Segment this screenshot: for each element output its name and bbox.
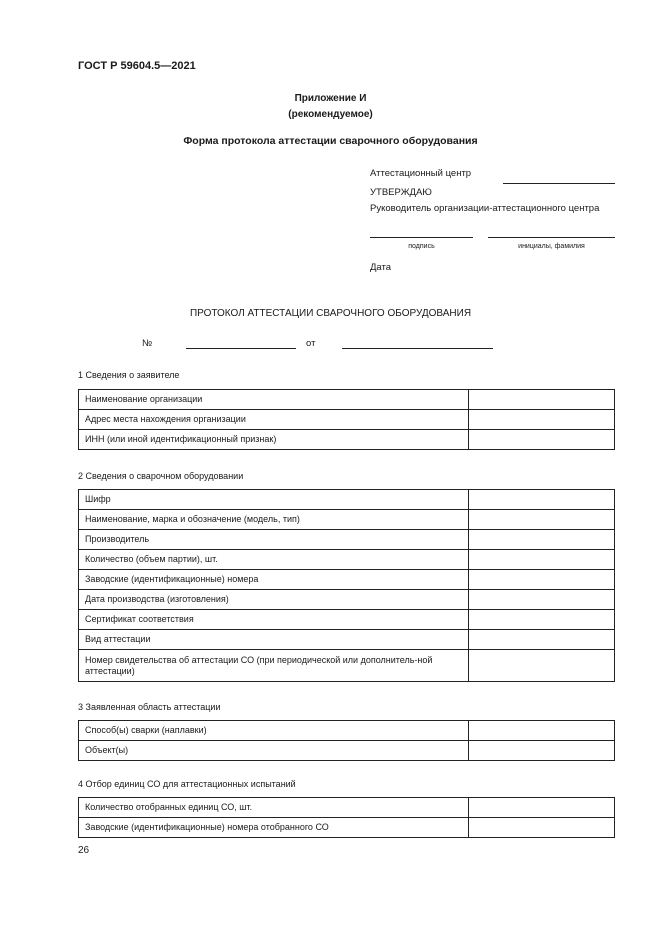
section-2-title: 2 Сведения о сварочном оборудовании	[78, 471, 244, 481]
value-cell	[469, 570, 615, 590]
table-row	[79, 570, 615, 590]
value-cell	[469, 818, 615, 838]
date-label: Дата	[370, 262, 392, 273]
protocol-date-line	[342, 348, 493, 349]
standard-header: ГОСТ Р 59604.5—2021	[78, 60, 196, 72]
section-3-table	[78, 720, 615, 761]
section-4-title: 4 Отбор единиц СО для аттестационных испытаний	[78, 779, 296, 789]
value-cell	[469, 410, 615, 430]
row-label: Способ(ы) сварки (наплавки)	[79, 721, 469, 741]
value-cell	[469, 741, 615, 761]
section-3-title: 3 Заявленная область аттестации	[78, 702, 221, 712]
certification-center-label: Аттестационный центр	[370, 168, 472, 179]
table-row	[79, 590, 615, 610]
value-cell	[469, 510, 615, 530]
value-cell	[469, 490, 615, 510]
value-cell	[469, 630, 615, 650]
protocol-number-label: №	[142, 338, 153, 349]
table-row	[79, 550, 615, 570]
protocol-number-line	[186, 348, 296, 349]
initials-line	[488, 237, 615, 238]
row-label: Объект(ы)	[79, 741, 469, 761]
value-cell	[469, 650, 615, 682]
value-cell	[469, 390, 615, 410]
row-label: Дата производства (изготовления)	[79, 590, 469, 610]
row-label: Производитель	[79, 530, 469, 550]
table-row	[79, 390, 615, 410]
appendix-subtitle: (рекомендуемое)	[288, 109, 373, 120]
appendix-title: Приложение И	[294, 93, 367, 104]
table-row	[79, 818, 615, 838]
row-label: Шифр	[79, 490, 469, 510]
section-4-table	[78, 797, 615, 838]
section-1-title: 1 Сведения о заявителе	[78, 370, 180, 380]
table-row	[79, 610, 615, 630]
table-row	[79, 530, 615, 550]
approve-label: УТВЕРЖДАЮ	[370, 187, 432, 198]
row-label: Наименование, марка и обозначение (модель, тип)	[79, 510, 469, 530]
row-label: Количество (объем партии), шт.	[79, 550, 469, 570]
row-label: Номер свидетельства об аттестации СО (при периодической или дополнитель-ной аттестации)	[79, 650, 469, 682]
row-label: Количество отобранных единиц СО, шт.	[79, 798, 469, 818]
initials-caption: инициалы, фамилия	[518, 243, 585, 250]
signature-caption: подпись	[408, 243, 435, 250]
certification-center-line	[503, 183, 615, 184]
protocol-date-from-label: от	[306, 338, 316, 349]
table-row	[79, 490, 615, 510]
row-label: Адрес места нахождения организации	[79, 410, 469, 430]
table-row	[79, 798, 615, 818]
value-cell	[469, 798, 615, 818]
table-row	[79, 510, 615, 530]
value-cell	[469, 610, 615, 630]
signature-line	[370, 237, 473, 238]
value-cell	[469, 590, 615, 610]
table-row	[79, 721, 615, 741]
row-label: Наименование организации	[79, 390, 469, 410]
page-number: 26	[78, 845, 90, 856]
value-cell	[469, 550, 615, 570]
table-row	[79, 410, 615, 430]
table-row	[79, 741, 615, 761]
value-cell	[469, 530, 615, 550]
section-1-table	[78, 389, 615, 450]
row-label: ИНН (или иной идентификационный признак)	[79, 430, 469, 450]
value-cell	[469, 430, 615, 450]
protocol-title: ПРОТОКОЛ АТТЕСТАЦИИ СВАРОЧНОГО ОБОРУДОВАНИЯ	[189, 308, 472, 319]
row-label: Заводские (идентификационные) номера	[79, 570, 469, 590]
table-row	[79, 430, 615, 450]
table-row	[79, 630, 615, 650]
row-label: Вид аттестации	[79, 630, 469, 650]
value-cell	[469, 721, 615, 741]
form-title: Форма протокола аттестации сварочного оборудования	[183, 135, 478, 147]
section-2-table	[78, 489, 615, 682]
row-label: Сертификат соответствия	[79, 610, 469, 630]
head-label: Руководитель организации-аттестационного центра	[370, 203, 600, 214]
row-label: Заводские (идентификационные) номера отобранного СО	[79, 818, 469, 838]
table-row	[79, 650, 615, 682]
